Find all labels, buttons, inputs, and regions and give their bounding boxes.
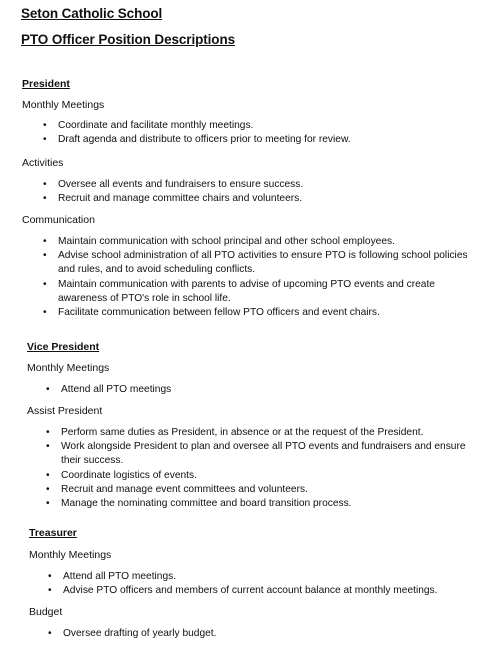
president-activities-list	[43, 178, 463, 206]
vice-president-heading: Vice President	[27, 341, 100, 353]
list-item: • Facilitate communication between fellow PTO officers and event chairs.	[43, 306, 468, 320]
vice-president-monthly-meetings-label: Monthly Meetings	[27, 362, 110, 374]
list-item: • Maintain communication with parents to advise of upcoming PTO events and create awareness of PTO's role in school life.	[43, 278, 468, 306]
treasurer-heading: Treasurer	[29, 527, 77, 539]
treasurer-monthly-meetings-list	[48, 570, 468, 598]
list-item: • Recruit and manage event committees and volunteers.	[46, 483, 471, 497]
treasurer-budget-list	[48, 627, 468, 641]
list-item: • Attend all PTO meetings	[46, 383, 466, 397]
list-item: • Advise school administration of all PTO activities to ensure PTO is following school policies and rules, and to avoid scheduling conflicts.	[43, 249, 468, 277]
document-title: PTO Officer Position Descriptions	[21, 32, 235, 47]
list-item: • Perform same duties as President, in absence or at the request of the President.	[46, 426, 471, 440]
president-activities-label: Activities	[22, 157, 64, 169]
vice-president-assist-list	[46, 426, 471, 511]
list-item: • Oversee all events and fundraisers to ensure success.	[43, 178, 463, 192]
list-item: • Advise PTO officers and members of current account balance at monthly meetings.	[48, 584, 468, 598]
list-item: • Draft agenda and distribute to officers prior to meeting for review.	[43, 133, 463, 147]
president-monthly-meetings-label: Monthly Meetings	[22, 99, 105, 111]
list-item: • Coordinate and facilitate monthly meetings.	[43, 119, 463, 133]
treasurer-monthly-meetings-label: Monthly Meetings	[29, 549, 112, 561]
president-communication-label: Communication	[22, 214, 95, 226]
list-item: • Coordinate logistics of events.	[46, 469, 471, 483]
school-name: Seton Catholic School	[21, 6, 163, 21]
president-communication-list	[43, 235, 468, 320]
list-item: • Recruit and manage committee chairs and volunteers.	[43, 192, 463, 206]
president-heading: President	[22, 78, 70, 90]
treasurer-budget-label: Budget	[29, 606, 63, 618]
list-item: • Maintain communication with school principal and other school employees.	[43, 235, 468, 249]
list-item: • Oversee drafting of yearly budget.	[48, 627, 468, 641]
vice-president-assist-label: Assist President	[27, 405, 103, 417]
list-item: • Manage the nominating committee and board transition process.	[46, 497, 471, 511]
list-item: • Attend all PTO meetings.	[48, 570, 468, 584]
president-monthly-meetings-list	[43, 119, 463, 147]
list-item: • Work alongside President to plan and oversee all PTO events and fundraisers and ensure their success.	[46, 440, 471, 468]
vice-president-monthly-meetings-list	[46, 383, 466, 397]
